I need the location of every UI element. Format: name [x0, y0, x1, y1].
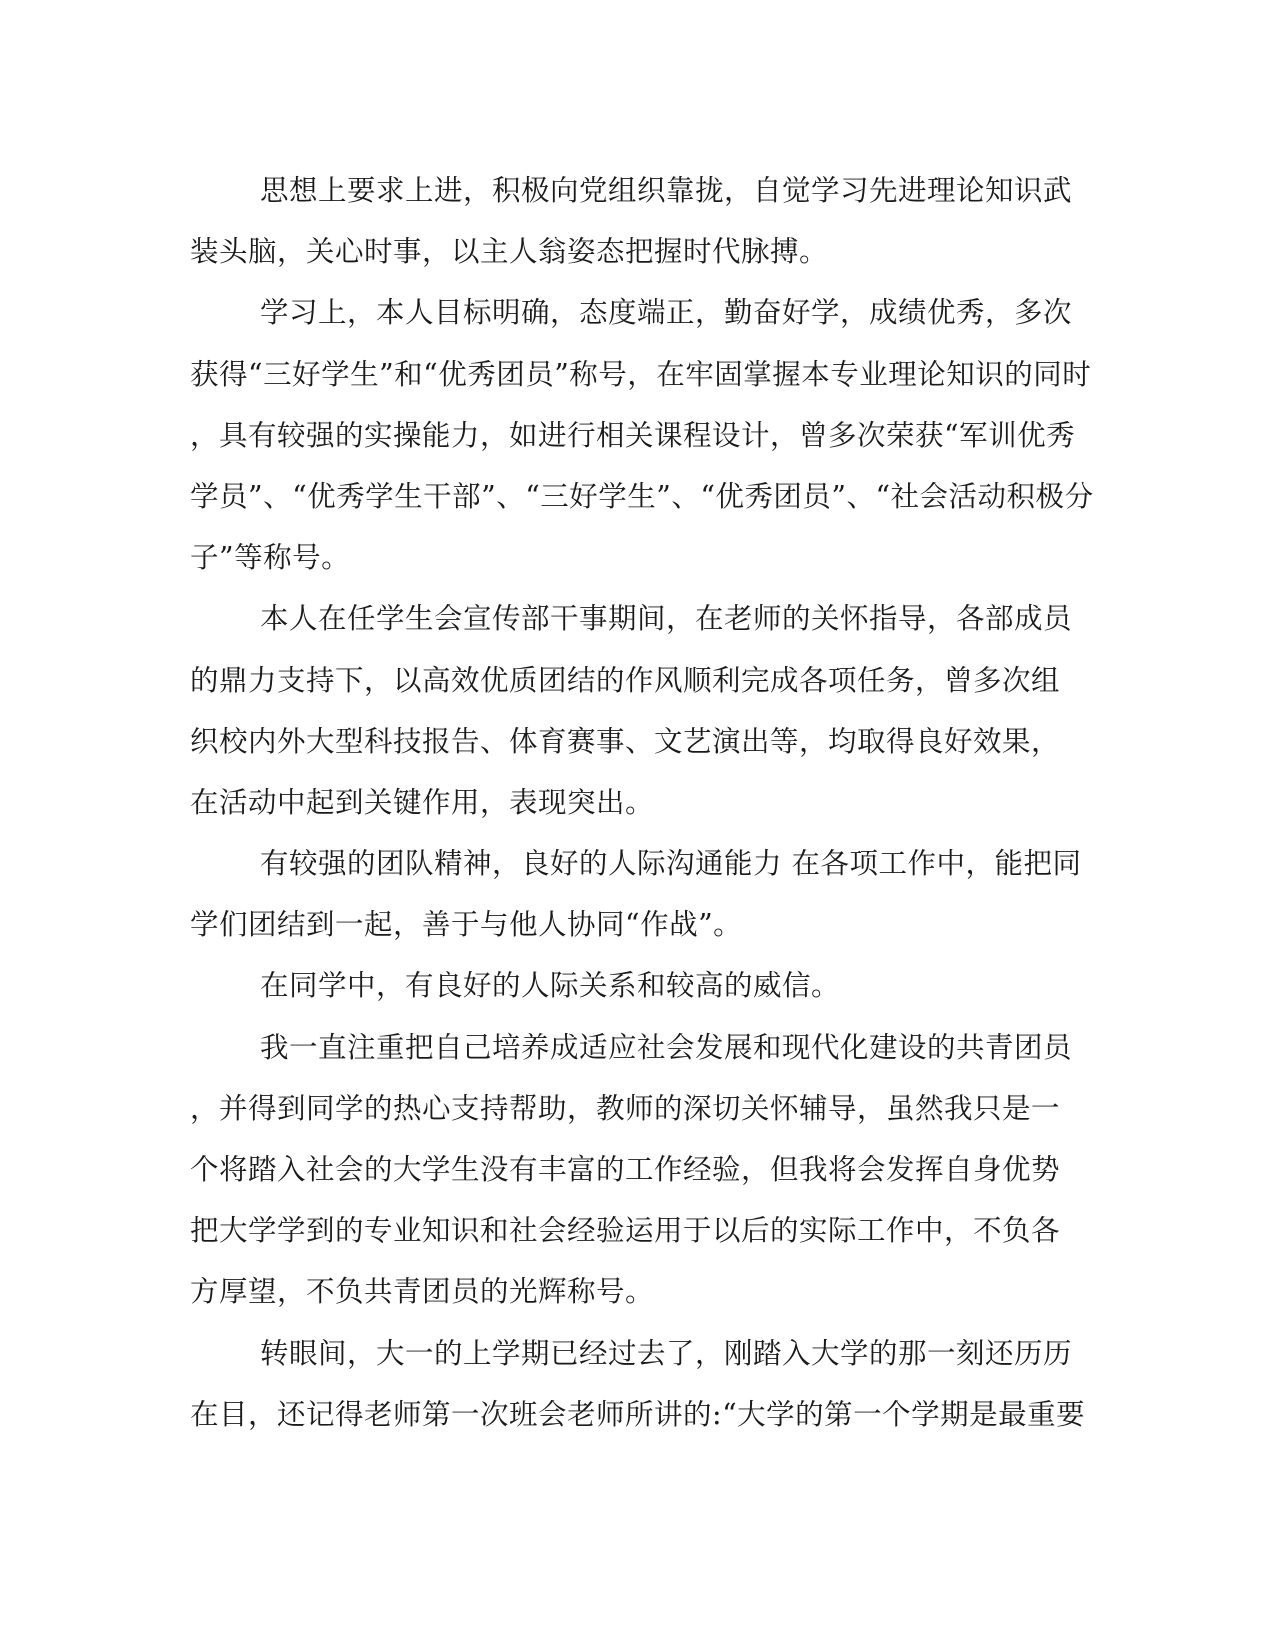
text-line: 本人在任学生会宣传部干事期间，在老师的关怀指导，各部成员 — [260, 602, 1073, 636]
text-line: 装头脑，关心时事，以主人翁姿态把握时代脉搏。 — [190, 235, 829, 269]
text-line: 学员”、“优秀学生干部”、“三好学生”、“优秀团员”、“社会活动积极分 — [190, 479, 1094, 513]
text-line: 子”等称号。 — [190, 541, 351, 575]
text-line: 在目，还记得老师第一次班会老师所讲的:“大学的第一个学期是最重要 — [190, 1397, 1086, 1431]
text-line: ，并得到同学的热心支持帮助，教师的深切关怀辅导，虽然我只是一 — [190, 1091, 1061, 1125]
text-line: 织校内外大型科技报告、体育赛事、文艺演出等，均取得良好效果， — [190, 724, 1061, 758]
text-line: 个将踏入社会的大学生没有丰富的工作经验，但我将会发挥自身优势 — [190, 1153, 1061, 1186]
text-line: 获得“三好学生”和“优秀团员”称号，在牢固掌握本专业理论知识的同时 — [190, 357, 1092, 391]
text-line: 在同学中，有良好的人际关系和较高的威信。 — [260, 969, 841, 1003]
text-line: 我一直注重把自己培养成适应社会发展和现代化建设的共青团员 — [260, 1030, 1073, 1064]
text-line: 把大学学到的专业知识和社会经验运用于以后的实际工作中，不负各 — [190, 1214, 1061, 1248]
text-line: 在活动中起到关键作用，表现突出。 — [190, 785, 655, 819]
text-line: 思想上要求上进，积极向党组织靠拢，自觉学习先进理论知识武 — [260, 174, 1073, 207]
text-line: 学们团结到一起，善于与他人协同“作战”。 — [190, 908, 743, 942]
text-line: 转眼间，大一的上学期已经过去了，刚踏入大学的那一刻还历历 — [260, 1336, 1073, 1370]
text-line: ，具有较强的实操能力，如进行相关课程设计，曾多次荣获“军训优秀 — [190, 418, 1076, 452]
text-line: 有较强的团队精神，良好的人际沟通能力 在各项工作中，能把同 — [260, 847, 1082, 881]
text-line: 学习上，本人目标明确，态度端正，勤奋好学，成绩优秀，多次 — [260, 296, 1073, 330]
text-line: 方厚望，不负共青团员的光辉称号。 — [190, 1275, 655, 1309]
document-body — [190, 160, 1094, 1445]
text-line: 的鼎力支持下，以高效优质团结的作风顺利完成各项任务，曾多次组 — [190, 663, 1061, 697]
